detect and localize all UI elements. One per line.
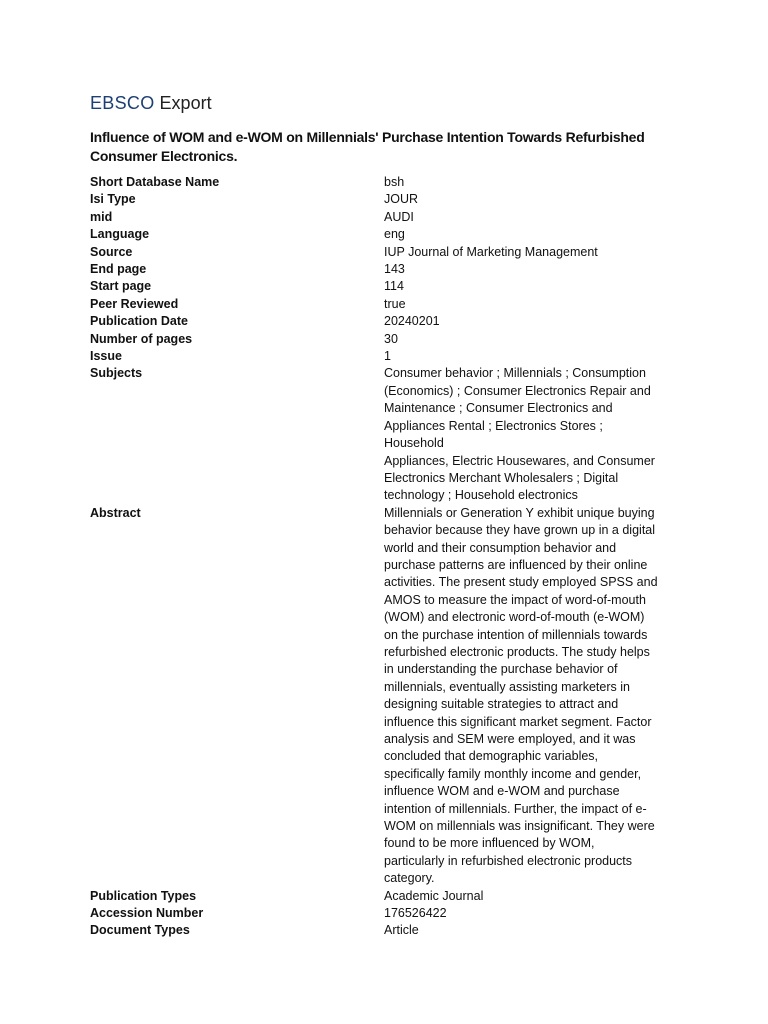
- metadata-row: [90, 505, 680, 888]
- field-label: Publication Date: [90, 314, 188, 329]
- field-value: Consumer behavior ; Millennials ; Consumption (Economics) ; Consumer Electronics Repair and Maintenance ; Consumer Electronics and Appliances Rental ; Electronics Stores ; Household Appliances, Electric Housewares, and Consumer Electronics Merchant Wholesalers ; Digital technology ; Household electronics: [384, 366, 655, 503]
- metadata-row: [90, 278, 680, 295]
- metadata-row: [90, 209, 680, 226]
- field-label: Short Database Name: [90, 175, 220, 189]
- field-label: mid: [90, 209, 113, 224]
- field-value: AUDI: [384, 209, 414, 224]
- field-value: IUP Journal of Marketing Management: [384, 244, 598, 259]
- field-value: Article: [384, 923, 419, 938]
- field-label: Isi Type: [90, 192, 136, 207]
- metadata-row: [90, 226, 680, 243]
- field-value: 143: [384, 262, 405, 277]
- metadata-row: [90, 922, 680, 939]
- field-value: eng: [384, 227, 405, 242]
- field-label: Publication Types: [90, 888, 197, 903]
- brand-logo-text: EBSCO: [90, 93, 155, 113]
- field-label: Subjects: [90, 366, 143, 381]
- field-value: JOUR: [384, 192, 419, 207]
- field-value: true: [384, 296, 406, 311]
- metadata-row: [90, 244, 680, 261]
- field-label: Accession Number: [90, 906, 204, 921]
- metadata-table: [90, 174, 680, 940]
- field-value: Academic Journal: [384, 888, 484, 903]
- article-title: Influence of WOM and e-WOM on Millennials' Purchase Intention Towards Refurbished Consumer Electronics.: [90, 129, 645, 164]
- metadata-row: [90, 331, 680, 348]
- field-label: Number of pages: [90, 331, 193, 346]
- field-label: Peer Reviewed: [90, 296, 179, 311]
- metadata-row: [90, 888, 680, 905]
- metadata-row: [90, 296, 680, 313]
- metadata-row: [90, 174, 680, 191]
- field-value: 20240201: [384, 314, 440, 329]
- export-header: [90, 92, 680, 114]
- field-value: bsh: [384, 175, 405, 189]
- metadata-row: [90, 905, 680, 922]
- export-label: Export: [159, 93, 212, 113]
- field-value: 114: [384, 279, 404, 294]
- field-label: Abstract: [90, 505, 141, 520]
- field-label: Language: [90, 227, 150, 242]
- metadata-row: [90, 365, 680, 504]
- field-value: 176526422: [384, 906, 447, 921]
- field-label: Start page: [90, 279, 152, 294]
- export-document: [90, 92, 680, 940]
- field-label: End page: [90, 262, 147, 277]
- field-value: Millennials or Generation Y exhibit unique buying behavior because they have grown up in a digital world and their consumption behavior and purchase patterns are influenced by their online activities. The present study employed SPSS and AMOS to measure the impact of word-of-mouth (WOM) and electronic word-of-mouth (e-WOM) on the purchase intention of millennials towards refurbished electronic products. The study helps in understanding the purchase behavior of millennials, eventually assisting marketers in designing suitable strategies to attract and influence this significant market segment. Factor analysis and SEM were employed, and it was concluded that demographic variables, specifically family monthly income and gender, influence WOM and e-WOM and purchase intention of millennials. Further, the impact of e- WOM on millennials was insignificant. They were found to be more influenced by WOM, particularly in refurbished electronic products category.: [384, 505, 658, 886]
- field-label: Source: [90, 244, 133, 259]
- field-label: Issue: [90, 349, 122, 364]
- field-value: 1: [384, 349, 391, 364]
- metadata-row: [90, 348, 680, 365]
- field-label: Document Types: [90, 923, 190, 938]
- field-value: 30: [384, 331, 398, 346]
- metadata-row: [90, 313, 680, 330]
- metadata-row: [90, 261, 680, 278]
- metadata-row: [90, 191, 680, 208]
